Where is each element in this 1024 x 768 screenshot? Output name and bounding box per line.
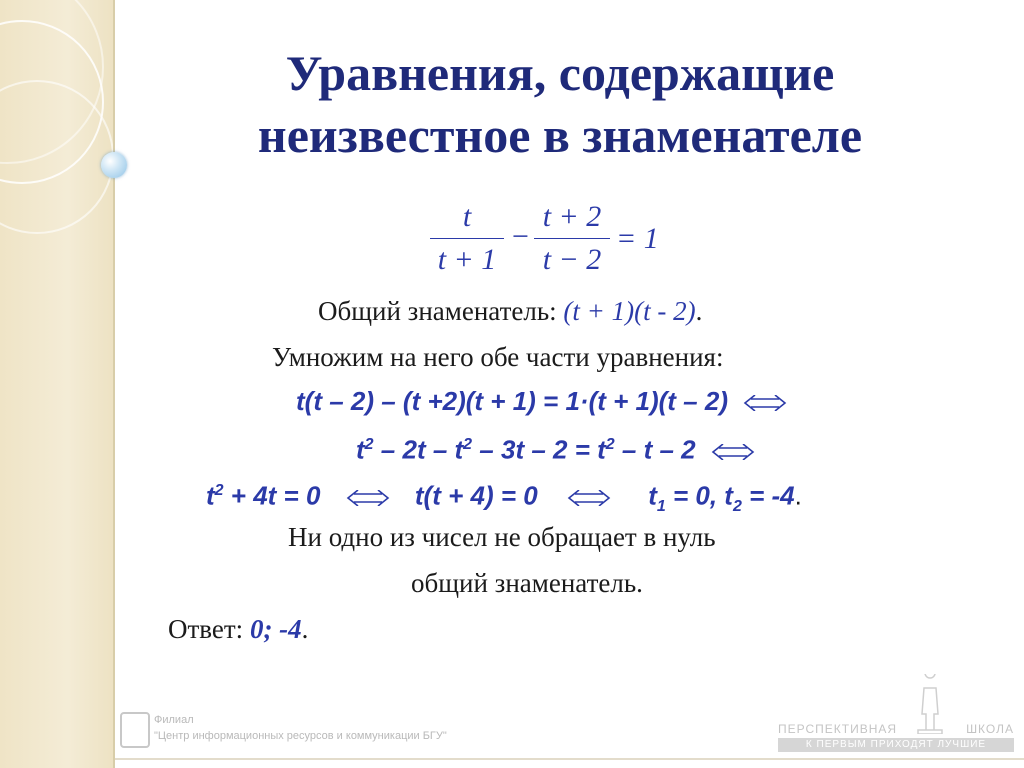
fraction-2-numerator: t + 2	[542, 200, 602, 233]
common-denominator-value: (t + 1)(t - 2)	[563, 296, 696, 326]
title-line-1: Уравнения, содержащие	[285, 45, 835, 101]
fraction-bar	[430, 238, 504, 239]
school-name-left: ПЕРСПЕКТИВНАЯ	[778, 722, 898, 736]
exponent: 2	[463, 436, 473, 453]
multiply-instruction: Умножим на него обе части уравнения:	[272, 342, 724, 372]
root-2-value: = -4	[741, 480, 795, 511]
footer-branch-label: Филиал	[154, 714, 194, 726]
root-1-label: t	[648, 480, 657, 511]
fraction-1	[430, 200, 504, 277]
step-1-text: t(t – 2) – (t +2)(t + 1) = 1·(t + 1)(t – 2)	[296, 386, 728, 416]
title-line-2: неизвестное в знаменателе	[257, 107, 863, 163]
step-3	[206, 474, 926, 524]
period: .	[794, 480, 802, 511]
answer-value: 0; -4	[249, 614, 302, 644]
answer-label: Ответ:	[168, 614, 250, 644]
school-motto: К ПЕРВЫМ ПРИХОДЯТ ЛУЧШИЕ	[778, 738, 1014, 752]
double-arrow-icon	[711, 444, 755, 460]
step-3-part: t(t + 4) = 0	[414, 480, 538, 511]
step-2-part: t	[356, 434, 365, 465]
root-values: = 0, t	[665, 480, 733, 511]
step-2	[356, 428, 763, 467]
step-2-part: – 3t – 2 = t	[472, 434, 606, 465]
footer-branch-info	[120, 712, 600, 752]
branch-logo-icon	[120, 712, 150, 748]
school-name	[778, 722, 1014, 736]
double-arrow-icon	[567, 490, 611, 506]
subscript: 1	[656, 497, 666, 515]
equals-one: = 1	[616, 222, 659, 255]
school-watermark	[778, 672, 1014, 756]
school-name-right: ШКОЛА	[966, 722, 1014, 736]
main-equation	[430, 200, 690, 290]
subscript: 2	[732, 497, 742, 515]
common-denominator-line	[318, 294, 702, 328]
step-3-part: + 4t = 0	[223, 480, 321, 511]
period: .	[301, 614, 309, 644]
exponent: 2	[364, 436, 374, 453]
double-arrow-icon	[346, 490, 390, 506]
fraction-2	[534, 200, 610, 277]
common-denominator-label: Общий знаменатель:	[318, 296, 564, 326]
fraction-1-numerator: t	[462, 200, 472, 233]
exponent: 2	[605, 436, 615, 453]
fraction-bar	[534, 238, 610, 239]
exponent: 2	[214, 482, 224, 499]
double-arrow-icon	[743, 395, 787, 411]
minus-sign: −	[510, 220, 531, 253]
period: .	[695, 296, 703, 326]
answer-line	[168, 612, 308, 646]
conclusion-line-2: общий знаменатель.	[411, 568, 643, 598]
fraction-2-denominator: t − 2	[542, 243, 602, 276]
conclusion-line-1: Ни одно из чисел не обращает в нуль	[288, 522, 716, 552]
footer-branch-name: "Центр информационных ресурсов и коммуникации БГУ"	[154, 730, 447, 742]
decorative-side-panel	[0, 0, 113, 768]
bottom-divider	[115, 758, 1024, 760]
step-1	[296, 384, 795, 418]
fraction-1-denominator: t + 1	[437, 243, 497, 276]
step-3-part: t	[206, 480, 215, 511]
bubble-decoration	[101, 152, 127, 178]
slide-title	[140, 42, 980, 166]
step-2-part: – 2t – t	[373, 434, 464, 465]
step-2-part: – t – 2	[614, 434, 696, 465]
panel-divider	[113, 0, 115, 768]
